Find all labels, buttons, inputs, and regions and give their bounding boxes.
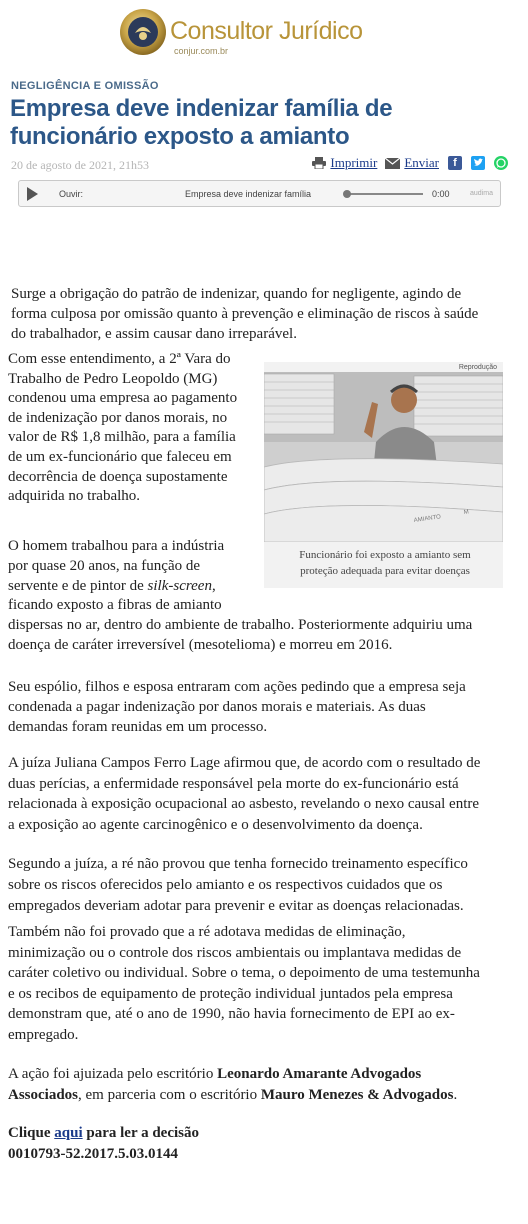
law-firm-name: Associados: [8, 1087, 79, 1103]
player-time: 0:00: [432, 189, 450, 199]
paragraph-line: A juíza Juliana Campos Ferro Lage afirmou que, de acordo com o resultado de: [8, 755, 481, 771]
article-kicker: NEGLIGÊNCIA E OMISSÃO: [11, 80, 159, 92]
site-logo[interactable]: [118, 7, 378, 61]
paragraph-line: Seu espólio, filhos e esposa entraram com ações pedindo que a empresa seja: [8, 679, 466, 695]
player-brand[interactable]: audima: [470, 190, 493, 197]
decision-link[interactable]: aqui: [54, 1125, 83, 1141]
decision-cta: [8, 1123, 513, 1165]
whatsapp-icon[interactable]: [494, 156, 508, 170]
printer-icon[interactable]: [312, 157, 326, 169]
site-domain: conjur.com.br: [174, 46, 229, 56]
print-link[interactable]: Imprimir: [330, 155, 378, 170]
paragraph-line: Trabalho de Pedro Leopoldo (MG): [8, 370, 218, 387]
lead-line: do trabalhador, e assim causar dano irreparável.: [11, 326, 297, 342]
paragraph-punct: ,: [211, 577, 216, 594]
paragraph-line: sobre os riscos oferecidos pelo amianto e os respectivos cuidados que os: [8, 877, 443, 893]
paragraph-line: valor de R$ 1,8 milhão, para a família: [8, 429, 236, 446]
paragraph-line: Segundo a juíza, a ré não provou que tenha fornecido treinamento específico: [8, 856, 468, 872]
player-progress-knob[interactable]: [343, 190, 351, 198]
law-firm-name: Mauro Menezes & Advogados: [260, 1087, 454, 1103]
photo-credit: Reprodução: [458, 364, 497, 371]
article-lead: [11, 284, 511, 344]
paragraph-line: minimização ou o controle dos riscos ambientais ou implantava medidas de: [8, 944, 462, 961]
play-icon[interactable]: [27, 187, 38, 201]
paragraph-line: duas perícias, a enfermidade responsável pela morte do ex-funcionário está: [8, 775, 459, 792]
paragraph-text: , em parceria com o escritório: [78, 1087, 261, 1103]
article-tools: [312, 155, 508, 171]
paragraph-punct: .: [453, 1087, 458, 1103]
paragraph-line: e os recibos de equipamento de proteção individual juntados pela empresa: [8, 985, 453, 1002]
article-title: [10, 95, 480, 151]
paragraph-line: a exposição ao agente carcinogênico e o desenvolvimento da doença.: [8, 816, 423, 833]
paragraph-line: ficando exposto a fibras de amianto: [8, 597, 222, 614]
paragraph-line: condenada a pagar indenização por danos morais e materiais. As duas: [8, 699, 426, 715]
svg-text:AMIANTO: AMIANTO: [413, 514, 442, 524]
article-title-line: Empresa deve indenizar família de: [10, 95, 393, 122]
paragraph-line: dispersas no ar, dentro do ambiente de trabalho. Posteriormente adquiriu uma: [8, 617, 473, 634]
paragraph-text: A ação foi ajuizada pelo escritório: [8, 1066, 218, 1082]
paragraph-line: servente e de pintor de: [8, 577, 148, 594]
paragraph-line: Também não foi provado que a ré adotava medidas de eliminação,: [8, 924, 406, 940]
cta-text: Clique: [8, 1125, 55, 1141]
paragraph-italic: silk-screen: [147, 577, 212, 594]
cta-text: para ler a decisão: [82, 1125, 199, 1141]
paragraph-7: [8, 1064, 513, 1106]
paragraph-1: [8, 350, 263, 507]
paragraph-2: [8, 537, 508, 656]
paragraph-line: empregados deveriam adotar para prevenir e evitar as doenças relacionadas.: [8, 898, 464, 914]
paragraph-line: O homem trabalhou para a indústria: [8, 538, 225, 554]
send-link[interactable]: Enviar: [404, 155, 439, 170]
paragraph-3: [8, 677, 513, 737]
process-number: 0010793-52.2017.5.03.0144: [8, 1146, 178, 1162]
paragraph-line: doença de caráter irreversível (mesotelioma) e morreu em 2016.: [8, 636, 393, 653]
player-track-title: Empresa deve indenizar família: [185, 189, 312, 199]
paragraph-line: relacionada à exposição ocupacional ao asbesto, revelando o nexo causal entre: [8, 796, 480, 812]
paragraph-4: [8, 753, 513, 835]
article-photo[interactable]: [264, 372, 503, 542]
lead-line: forma culposa por omissão quanto à prevenção e eliminação de riscos à saúde: [11, 306, 479, 322]
paragraph-line: condenou uma empresa ao pagamento: [8, 390, 238, 407]
paragraph-line: caráter coletivo ou individual. Sobre o tema, o depoimento de uma testemunha: [8, 965, 480, 982]
audio-player: [18, 180, 501, 207]
facebook-icon[interactable]: f: [448, 156, 462, 170]
paragraph-line: de indenização por danos morais, no: [8, 409, 228, 426]
player-progress-track[interactable]: [347, 193, 423, 195]
svg-text:M: M: [463, 509, 470, 516]
paragraph-line: adquirida no trabalho.: [8, 488, 141, 505]
caption-line: proteção adequada para evitar doenças: [300, 565, 470, 577]
paragraph-line: Com esse entendimento, a 2ª Vara do: [8, 351, 231, 367]
paragraph-line: por quase 20 anos, na função de: [8, 557, 201, 574]
conjur-emblem-icon: [118, 7, 168, 57]
player-listen-label: Ouvir:: [59, 189, 84, 199]
paragraph-5: [8, 854, 513, 917]
paragraph-line: de um ex-funcionário que faleceu em: [8, 448, 232, 465]
paragraph-line: empregado.: [8, 1026, 79, 1043]
paragraph-line: demandas foram reunidas em um processo.: [8, 719, 268, 735]
article-date: 20 de agosto de 2021, 21h53: [11, 158, 149, 172]
law-firm-name: Leonardo Amarante Advogados: [217, 1066, 422, 1082]
article-title-line: funcionário exposto a amianto: [10, 123, 350, 150]
paragraph-6: [8, 922, 513, 1046]
lead-line: Surge a obrigação do patrão de indenizar, quando for negligente, agindo de: [11, 286, 462, 302]
paragraph-line: demonstram que, até o ano de 1990, não havia fornecimento de EPI ao ex-: [8, 1006, 455, 1023]
paragraph-line: decorrência de doença supostamente: [8, 468, 228, 485]
caption-line: Funcionário foi exposto a amianto sem: [299, 549, 471, 561]
twitter-icon[interactable]: [471, 156, 485, 170]
envelope-icon[interactable]: [385, 158, 400, 169]
site-name: Consultor Jurídico: [170, 17, 363, 45]
